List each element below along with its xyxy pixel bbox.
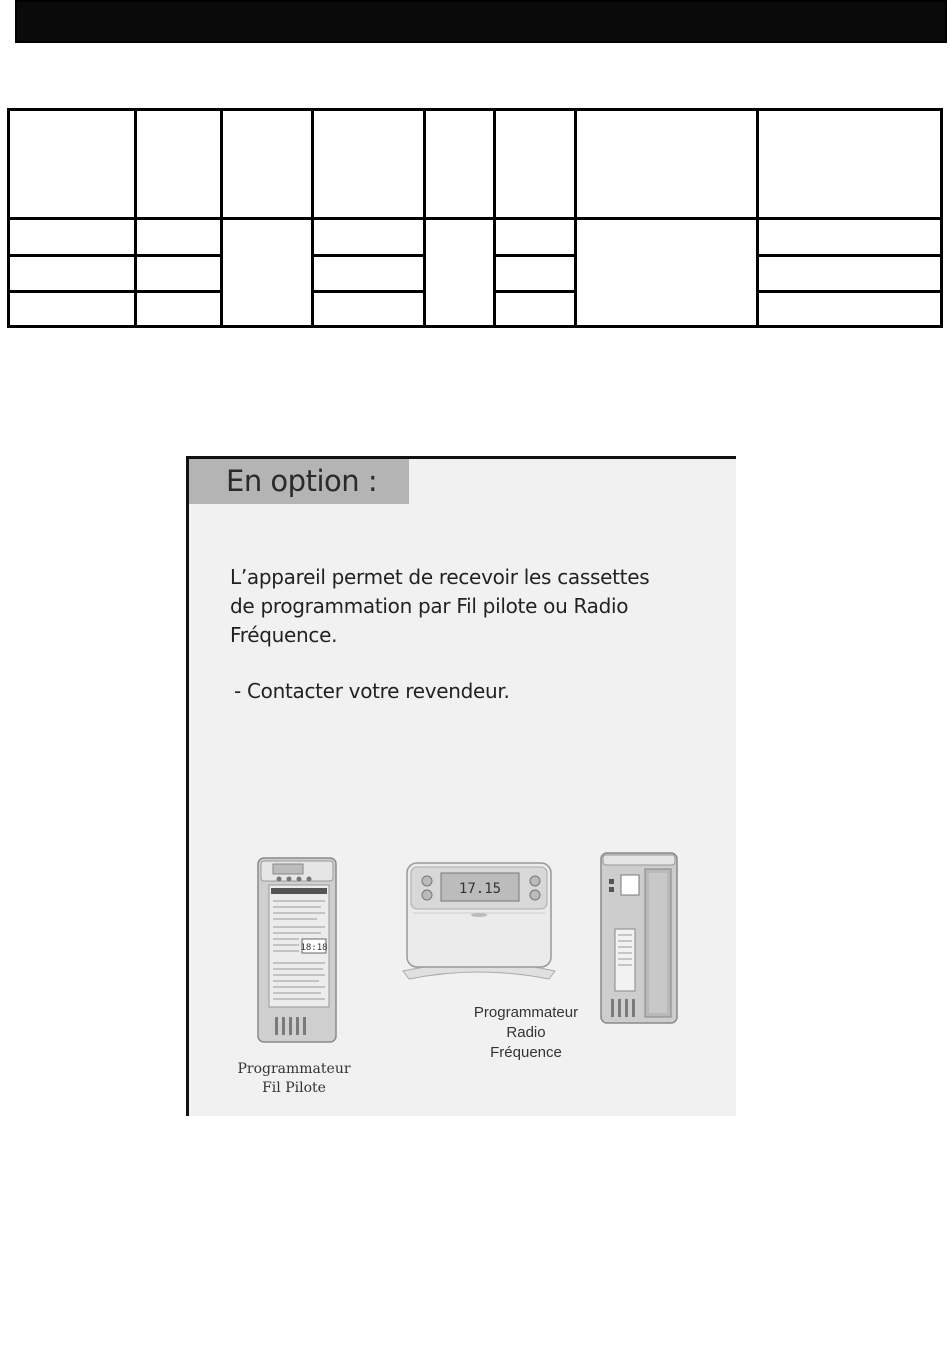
radio-thermostat-image xyxy=(399,855,559,985)
table-cell xyxy=(222,219,313,327)
header-bar xyxy=(15,0,947,43)
fil-pilote-cassette-image xyxy=(255,855,341,1045)
table-cell xyxy=(576,219,758,327)
option-title-tab xyxy=(189,459,409,504)
table-header-cell xyxy=(576,110,758,219)
table-cell xyxy=(136,219,222,256)
svg-text:18:18: 18:18 xyxy=(300,943,328,953)
table-cell xyxy=(313,256,425,292)
table-cell xyxy=(9,256,136,292)
table-cell xyxy=(136,256,222,292)
table-header-cell xyxy=(495,110,576,219)
table-header-cell xyxy=(9,110,136,219)
option-description xyxy=(230,563,690,650)
table-cell xyxy=(495,219,576,256)
specs-table xyxy=(7,108,943,328)
option-line: L’appareil permet de recevoir les cassettes xyxy=(230,565,650,589)
table-cell xyxy=(9,292,136,327)
table-header-cell xyxy=(313,110,425,219)
svg-text:17.15: 17.15 xyxy=(458,881,502,897)
table-cell xyxy=(758,292,942,327)
table-header-cell xyxy=(136,110,222,219)
table-cell xyxy=(758,219,942,256)
table-header-cell xyxy=(222,110,313,219)
option-title: En option : xyxy=(226,464,378,498)
table-cell xyxy=(136,292,222,327)
table-cell xyxy=(425,219,495,327)
table-cell xyxy=(495,292,576,327)
table-header-cell xyxy=(758,110,942,219)
option-line: de programmation par Fil pilote ou Radio xyxy=(230,594,629,618)
table-cell xyxy=(313,292,425,327)
table-cell xyxy=(313,219,425,256)
fil-pilote-caption: Programmateur Fil Pilote xyxy=(237,1061,351,1096)
option-note: - Contacter votre revendeur. xyxy=(234,679,510,703)
table-cell xyxy=(758,256,942,292)
radio-frequence-caption: Programmateur Radio Fréquence xyxy=(473,1004,579,1061)
option-line: Fréquence. xyxy=(230,623,338,647)
option-panel xyxy=(186,456,736,1116)
radio-cassette-image xyxy=(597,849,683,1029)
table-header-cell xyxy=(425,110,495,219)
table-row xyxy=(9,219,942,256)
table-cell xyxy=(9,219,136,256)
table-cell xyxy=(495,256,576,292)
